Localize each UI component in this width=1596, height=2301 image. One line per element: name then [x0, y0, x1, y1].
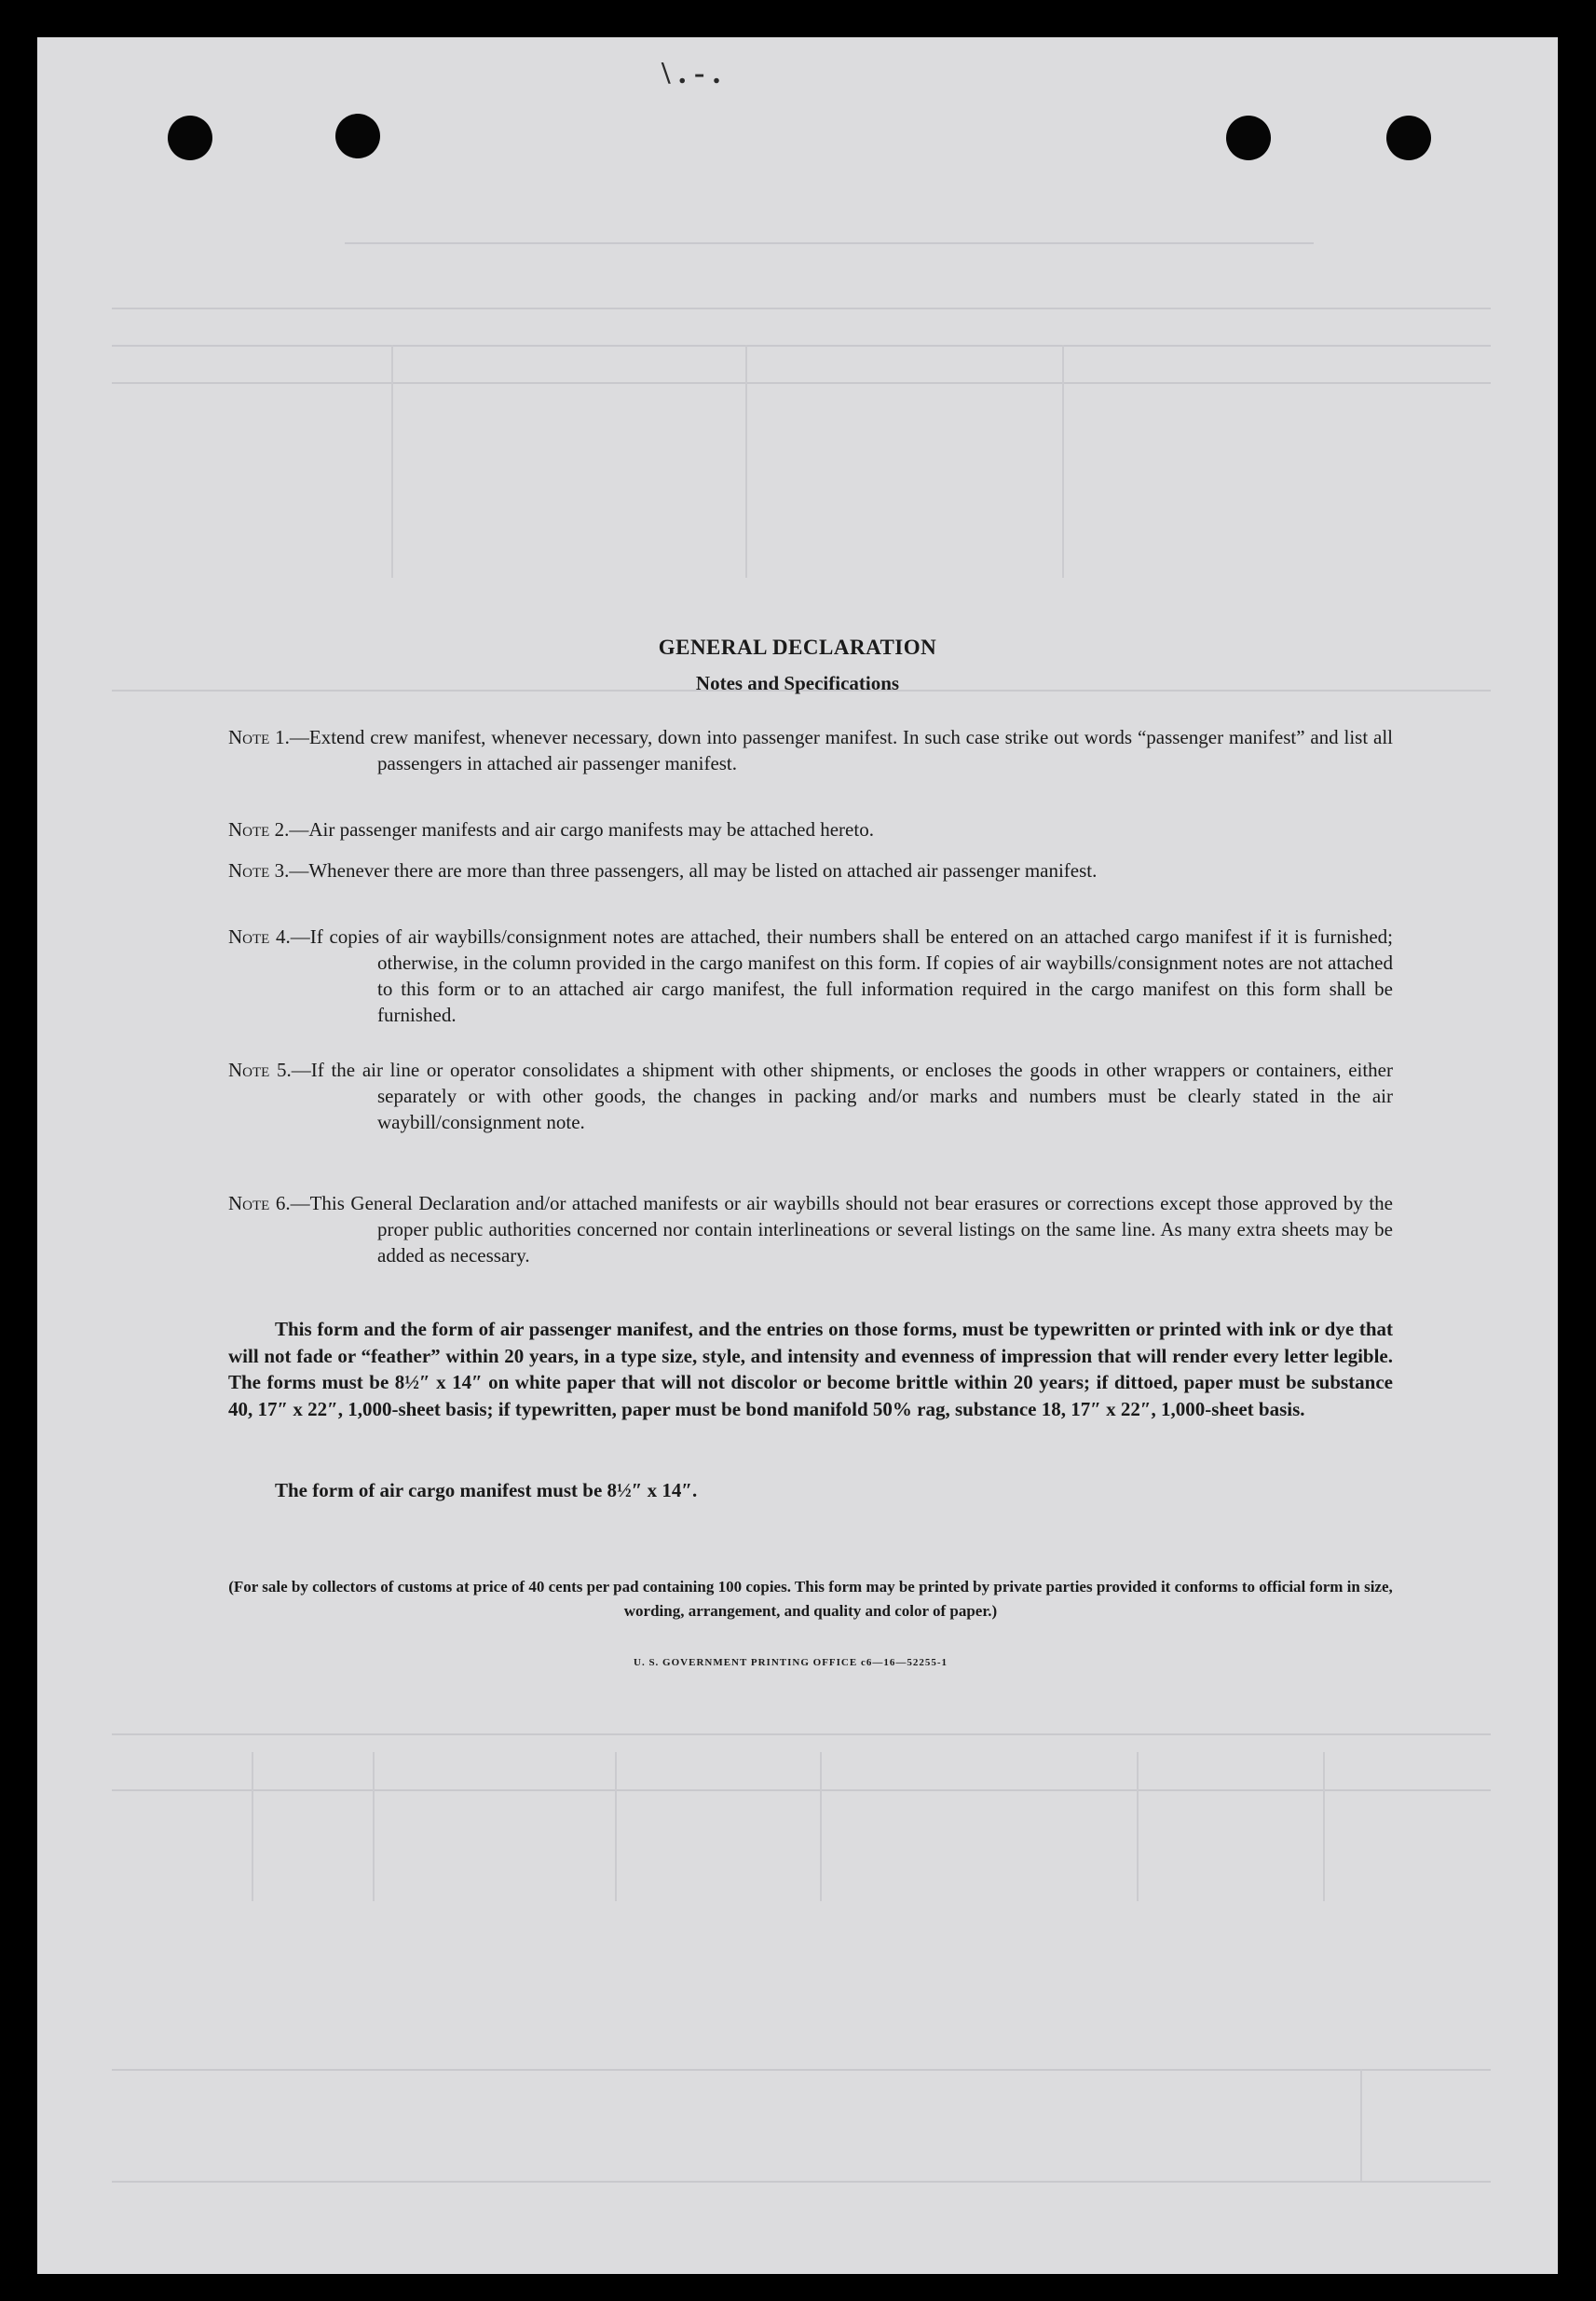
note-6	[228, 1190, 1393, 1268]
note-text: —Air passenger manifests and air cargo manifests may be attached hereto.	[289, 818, 874, 841]
note-3	[228, 857, 1393, 883]
note-label: Note 3.	[228, 859, 290, 882]
note-label: Note 4.	[228, 925, 291, 948]
note-label: Note 5.	[228, 1059, 292, 1081]
note-text: —If the air line or operator consolidates a shipment with other shipments, or encloses the goods in other wrappers or containers, either separately or with other goods, the changes in packing and/or marks and numbers must be clearly stated in the air waybill/consignment note.	[291, 1059, 1393, 1133]
top-marks: \ . - .	[662, 56, 721, 90]
note-text: —Extend crew manifest, whenever necessary, down into passenger manifest. In such case strike out words “passenger manifest” and list all passengers in attached air passenger manifest.	[289, 726, 1393, 774]
note-label: Note 2.	[228, 818, 290, 841]
document-page	[37, 37, 1558, 2274]
sale-notice: (For sale by collectors of customs at price of 40 cents per pad containing 100 copies. This form may be printed by private parties provided it conforms to official form in size, wording, arrangement, and quality and color of paper.)	[228, 1578, 1393, 1620]
note-1	[228, 724, 1393, 776]
note-text: —This General Declaration and/or attached manifests or air waybills should not bear erasures or corrections except those approved by the proper public authorities concerned nor contain interlineations or several listings on the same line. As many extra sheets may be added as necessary.	[290, 1192, 1394, 1267]
form-specification-paragraph: This form and the form of air passenger manifest, and the entries on those forms, must be typewritten or printed with ink or dye that will not fade or “feather” within 20 years, in a type size, style, and intensity and evenness of impression that will render every letter legible. The forms must be 8½″ x 14″ on white paper that will not discolor or become brittle within 20 years; if dittoed, paper must be substance 40, 17″ x 22″, 1,000-sheet basis; if typewritten, paper must be bond manifold 50% rag, substance 18, 17″ x 22″, 1,000-sheet basis.	[228, 1318, 1393, 1420]
page-title: GENERAL DECLARATION	[658, 636, 937, 659]
note-label: Note 6.	[228, 1192, 291, 1214]
note-label: Note 1.	[228, 726, 290, 748]
printing-office-imprint: U. S. GOVERNMENT PRINTING OFFICE c6—16—52255-1	[634, 1657, 948, 1668]
note-text: —If copies of air waybills/consignment notes are attached, their numbers shall be entered on an attached cargo manifest if it is furnished; otherwise, in the column provided in the cargo manifest on this form. If copies of air waybills/consignment notes are not attached to this form or to an attached air cargo manifest, the full information required in the cargo manifest on this form shall be furnished.	[290, 925, 1393, 1026]
note-4	[228, 924, 1393, 1028]
note-5	[228, 1057, 1393, 1135]
cargo-manifest-size: The form of air cargo manifest must be 8½″ x 14″.	[275, 1479, 698, 1501]
note-text: —Whenever there are more than three passengers, all may be listed on attached air passenger manifest.	[289, 859, 1098, 882]
document-content	[37, 37, 1558, 2274]
page-subtitle: Notes and Specifications	[695, 672, 900, 694]
note-2	[228, 816, 1393, 842]
